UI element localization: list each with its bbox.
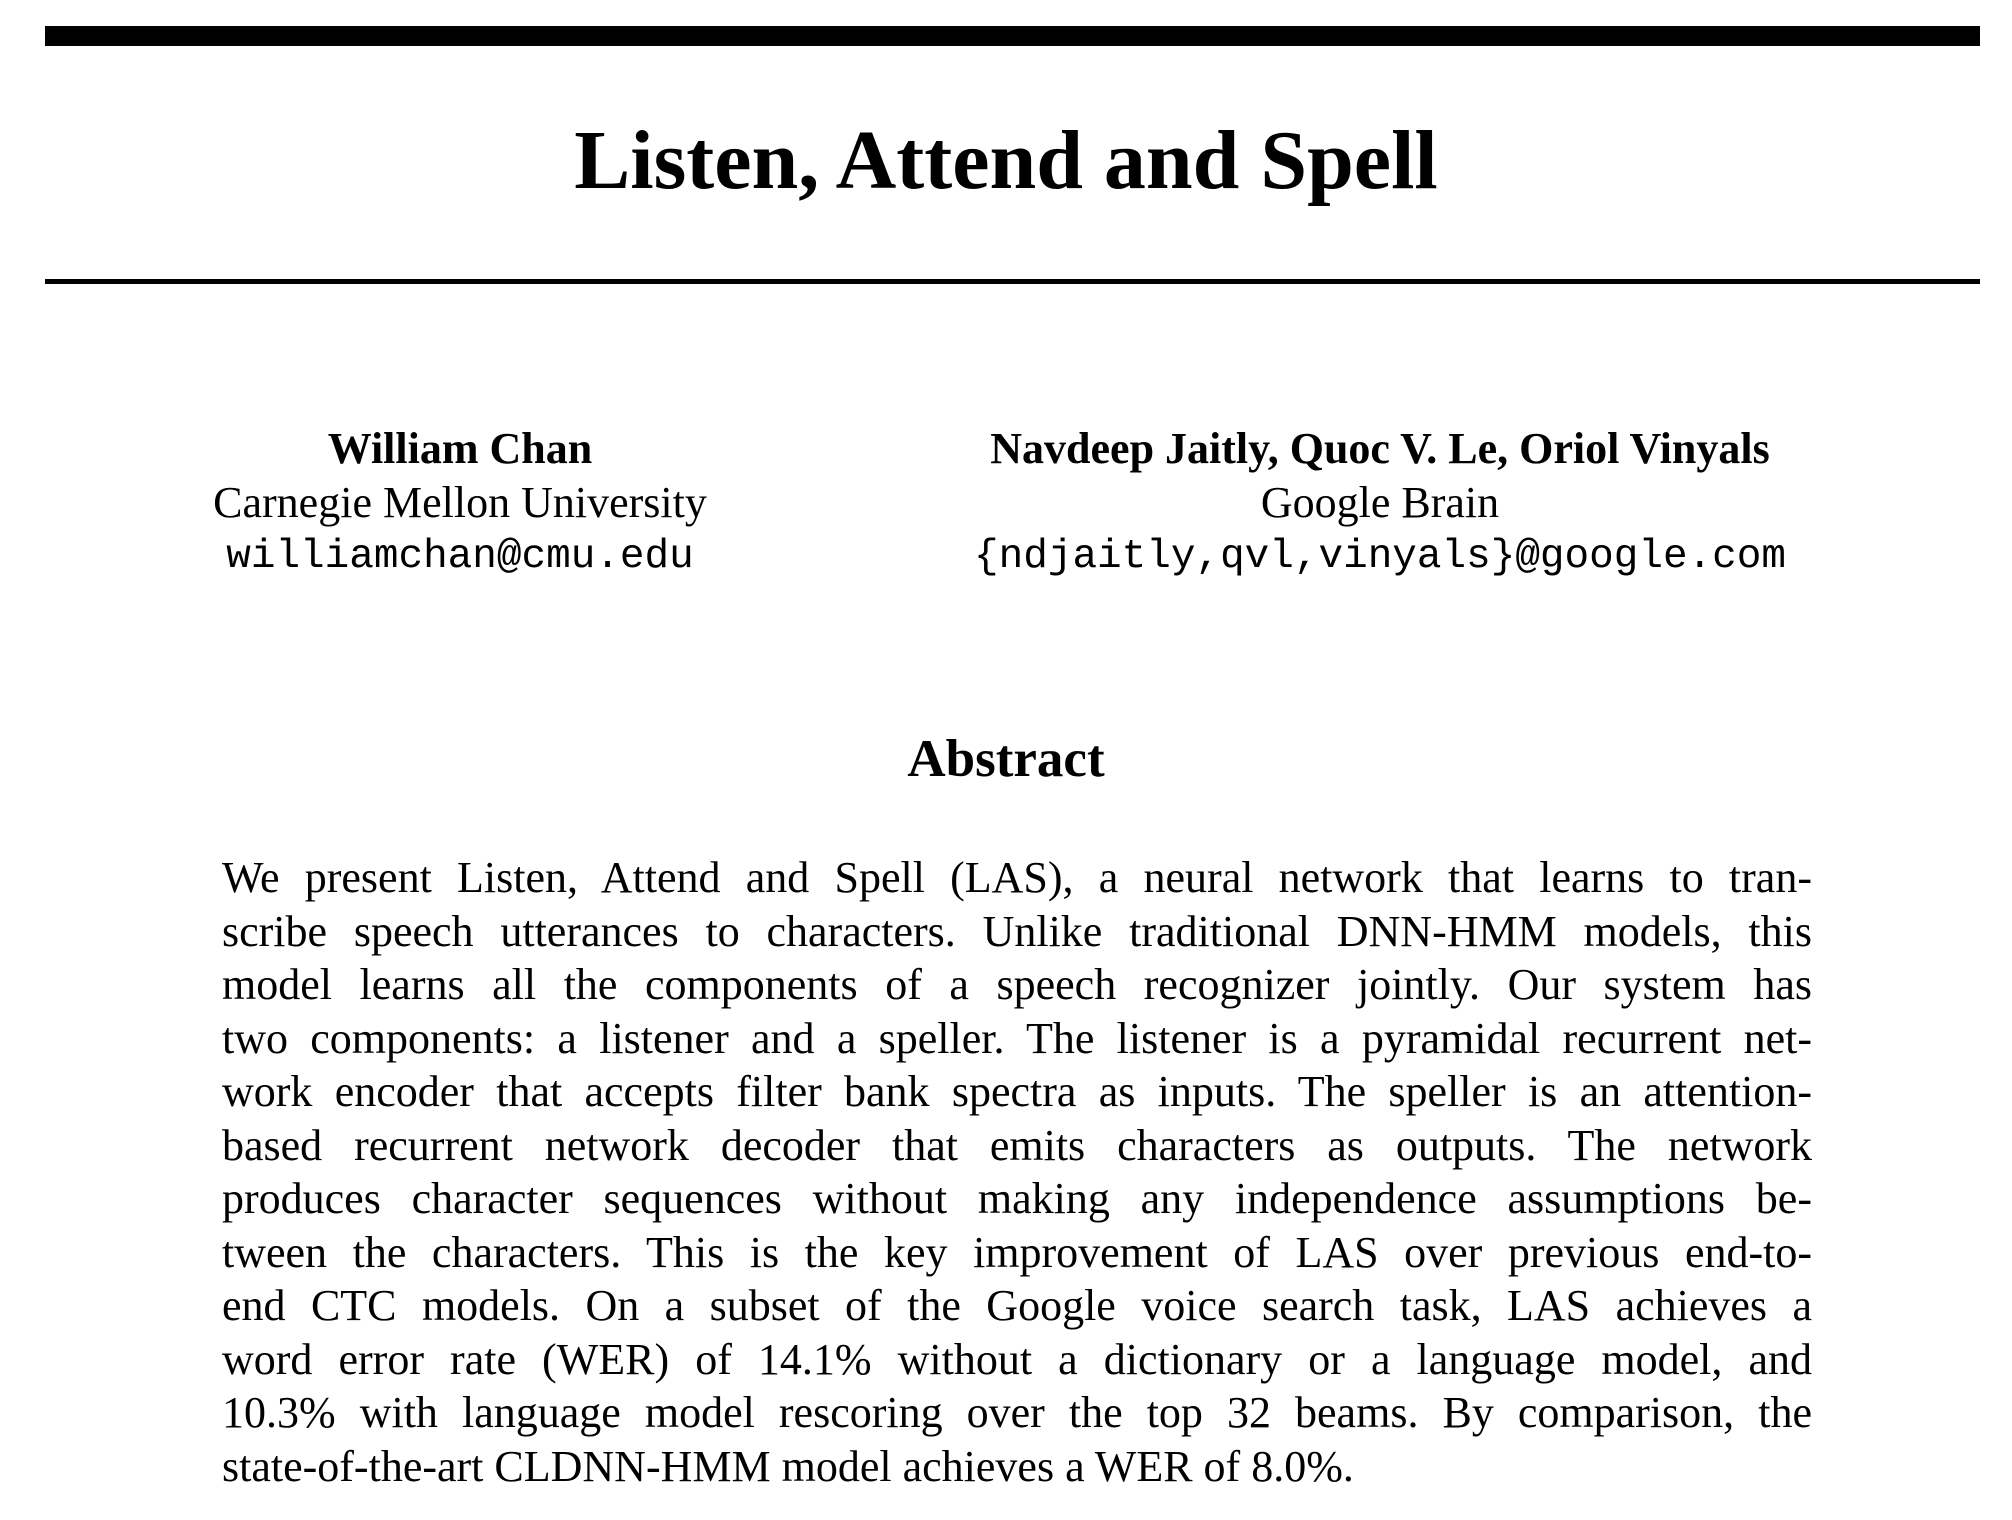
abstract-line: end CTC models. On a subset of the Google voice search task, LAS achieves a bbox=[222, 1281, 1812, 1330]
author-affiliation: Carnegie Mellon University bbox=[213, 478, 707, 527]
top-rule bbox=[45, 26, 1980, 46]
author-block-cmu bbox=[160, 422, 760, 584]
abstract-body bbox=[222, 851, 1812, 1493]
abstract-line: work encoder that accepts filter bank spectra as inputs. The speller is an attention- bbox=[222, 1067, 1812, 1116]
abstract-heading: Abstract bbox=[907, 730, 1105, 788]
author-affiliation: Google Brain bbox=[1260, 478, 1500, 527]
abstract-line: scribe speech utterances to characters. Unlike traditional DNN-HMM models, this bbox=[222, 906, 1812, 956]
paper-title: Listen, Attend and Spell bbox=[574, 114, 1438, 207]
author-names: William Chan bbox=[327, 424, 593, 473]
abstract-line: We present Listen, Attend and Spell (LAS), a neural network that learns to tran- bbox=[222, 853, 1812, 902]
author-block-google bbox=[880, 422, 1880, 584]
abstract-line: model learns all the components of a speech recognizer jointly. Our system has bbox=[222, 960, 1812, 1009]
abstract-line: word error rate (WER) of 14.1% without a dictionary or a language model, and bbox=[222, 1334, 1812, 1384]
abstract-line: tween the characters. This is the key improvement of LAS over previous end-to- bbox=[222, 1227, 1812, 1277]
abstract-line: two components: a listener and a speller. The listener is a pyramidal recurrent net- bbox=[222, 1013, 1812, 1063]
title-rule bbox=[45, 279, 1980, 284]
author-names: Navdeep Jaitly, Quoc V. Le, Oriol Vinyals bbox=[990, 424, 1770, 473]
abstract-line: produces character sequences without making any independence assumptions be- bbox=[222, 1174, 1812, 1223]
author-email: williamchan@cmu.edu bbox=[226, 534, 694, 580]
author-email: {ndjaitly,qvl,vinyals}@google.com bbox=[974, 534, 1786, 580]
abstract-line: state-of-the-art CLDNN-HMM model achieves a WER of 8.0%. bbox=[222, 1441, 1354, 1491]
abstract-line: 10.3% with language model rescoring over the top 32 beams. By comparison, the bbox=[222, 1388, 1812, 1437]
abstract-line: based recurrent network decoder that emits characters as outputs. The network bbox=[222, 1120, 1812, 1170]
